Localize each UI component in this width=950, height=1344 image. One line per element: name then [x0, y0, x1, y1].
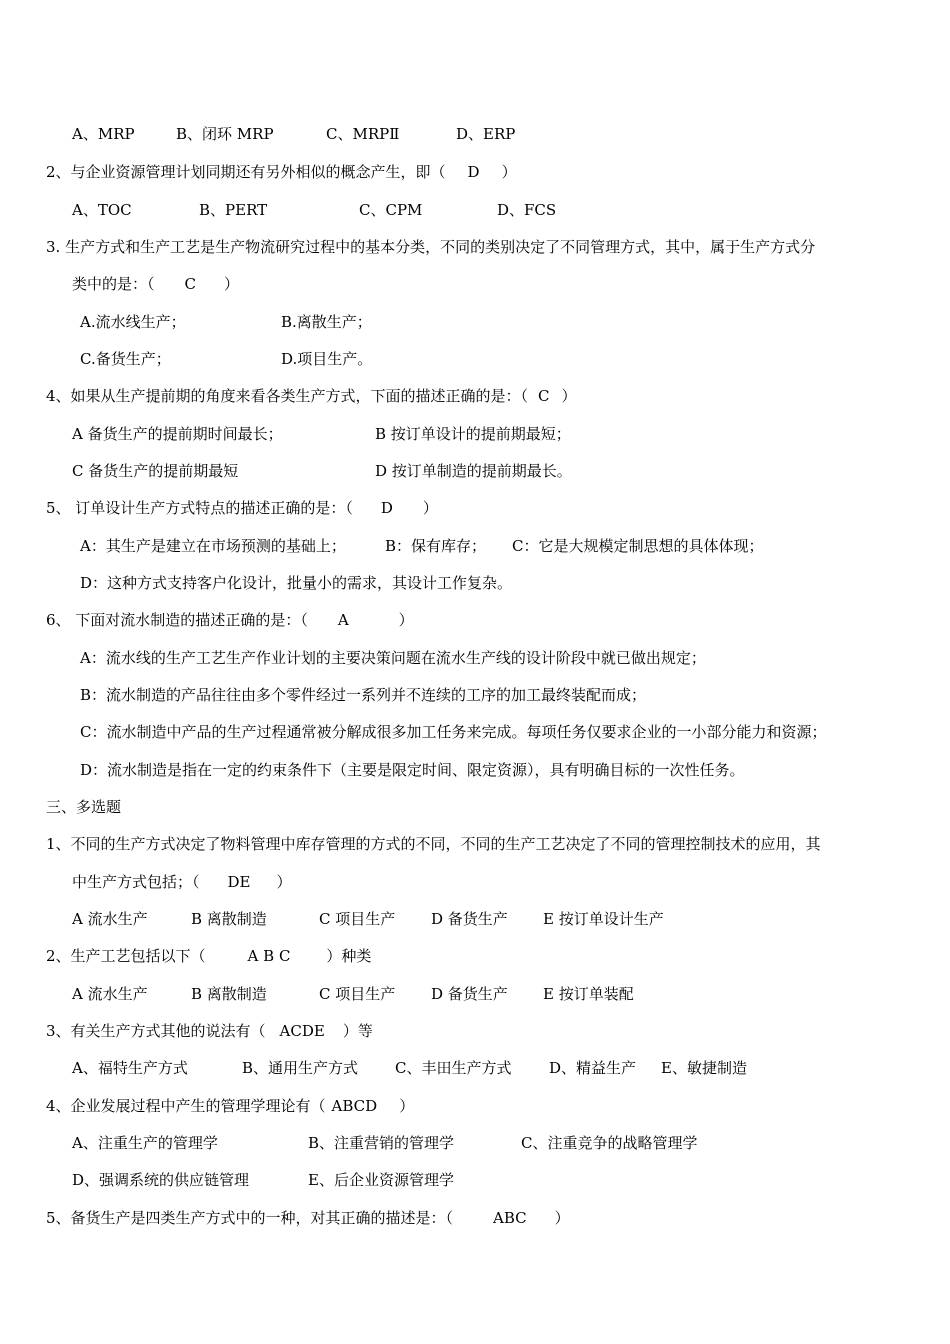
- question-end: ）: [422, 499, 438, 517]
- answer: D: [467, 163, 480, 181]
- question-end: ）等: [342, 1022, 373, 1040]
- answer: ABC: [493, 1209, 527, 1227]
- question-text: 3. 生产方式和生产工艺是生产物流研究过程中的基本分类，不同的类别决定了不同管理方式，其中，属于生产方式分: [46, 238, 816, 256]
- option: B 离散制造: [191, 910, 267, 928]
- question-text: D：这种方式支持客户化设计，批量小的需求，其设计工作复杂。: [80, 574, 513, 592]
- question-text: A：流水线的生产工艺生产作业计划的主要决策问题在流水生产线的设计阶段中就已做出规定；: [80, 649, 706, 667]
- question-line: [72, 274, 239, 294]
- option: B、通用生产方式: [242, 1059, 359, 1077]
- question-line: [46, 834, 821, 854]
- question-line: [46, 1208, 570, 1228]
- option: C 备货生产的提前期最短: [72, 462, 239, 480]
- question-line: [46, 1096, 414, 1116]
- option: B、闭环 MRP: [176, 125, 274, 143]
- question-text: 5、备货生产是四类生产方式中的一种，对其正确的描述是：（: [46, 1209, 454, 1227]
- option: D 按订单制造的提前期最长。: [375, 462, 572, 480]
- option: C 项目生产: [319, 985, 396, 1003]
- option: D、强调系统的供应链管理: [72, 1171, 250, 1189]
- option: B 按订单设计的提前期最短；: [375, 425, 571, 443]
- answer: A B C: [247, 947, 291, 965]
- question-end: ）: [398, 611, 414, 629]
- option: E 按订单设计生产: [543, 910, 664, 928]
- question-line: [80, 722, 826, 742]
- question-line: [46, 946, 371, 966]
- option: A 流水生产: [72, 985, 148, 1003]
- option: C：它是大规模定制思想的具体体现；: [512, 537, 764, 555]
- question-end: ）: [276, 873, 292, 891]
- option: A.流水线生产；: [80, 313, 186, 331]
- question-end: ）: [224, 275, 240, 293]
- question-line: [46, 1021, 373, 1041]
- question-text: 2、生产工艺包括以下（: [46, 947, 206, 965]
- option: B、PERT: [199, 201, 268, 219]
- answer: C: [184, 275, 196, 293]
- option: A、注重生产的管理学: [72, 1134, 218, 1152]
- section-heading: [46, 797, 121, 817]
- question-text: 6、 下面对流水制造的描述正确的是：（: [46, 611, 308, 629]
- answer: D: [380, 499, 393, 517]
- answer: A: [337, 611, 349, 629]
- question-text: 5、 订单设计生产方式特点的描述正确的是：（: [46, 499, 353, 517]
- question-end: ）: [554, 1209, 570, 1227]
- question-text: B：流水制造的产品往往由多个零件经过一系列并不连续的工序的加工最终装配而成；: [80, 686, 647, 704]
- option: C、CPM: [359, 201, 423, 219]
- question-line: [80, 648, 706, 668]
- question-end: ）: [399, 1097, 415, 1115]
- question-text: 1、不同的生产方式决定了物料管理中库存管理的方式的不同，不同的生产工艺决定了不同的管理控制技术的应用，其: [46, 835, 821, 853]
- option: B：保有库存；: [385, 537, 487, 555]
- option: D、FCS: [497, 201, 557, 219]
- option: C.备货生产；: [80, 350, 171, 368]
- question-line: [72, 872, 292, 892]
- option: A：其生产是建立在市场预测的基础上；: [80, 537, 346, 555]
- option: A 备货生产的提前期时间最长；: [72, 425, 283, 443]
- option: D 备货生产: [431, 985, 508, 1003]
- option: B、注重营销的管理学: [308, 1134, 455, 1152]
- option: E 按订单装配: [543, 985, 634, 1003]
- option: C、丰田生产方式: [395, 1059, 512, 1077]
- question-end: ）: [501, 163, 517, 181]
- option: C、MRPⅡ: [326, 125, 400, 143]
- question-line: [80, 685, 646, 705]
- question-text: 4、如果从生产提前期的角度来看各类生产方式，下面的描述正确的是：（: [46, 387, 529, 405]
- option: C、注重竞争的战略管理学: [521, 1134, 698, 1152]
- question-text: D：流水制造是指在一定的约束条件下（主要是限定时间、限定资源），具有明确目标的一次性任务。: [80, 761, 745, 779]
- question-line: [80, 573, 512, 593]
- question-text: 2、与企业资源管理计划同期还有另外相似的概念产生，即（: [46, 163, 446, 181]
- question-end: ）种类: [326, 947, 372, 965]
- question-text: 中生产方式包括；（: [72, 873, 200, 891]
- option: A、MRP: [72, 125, 135, 143]
- question-line: [80, 760, 745, 780]
- answer: ABCD: [331, 1097, 378, 1115]
- option: A 流水生产: [72, 910, 148, 928]
- question-text: 3、有关生产方式其他的说法有（: [46, 1022, 266, 1040]
- question-text: 4、企业发展过程中产生的管理学理论有（: [46, 1097, 326, 1115]
- option: D.项目生产。: [281, 350, 373, 368]
- answer: C: [538, 387, 550, 405]
- option: D、精益生产: [549, 1059, 637, 1077]
- section-title: 三、多选题: [46, 798, 122, 816]
- question-text: 类中的是：（: [72, 275, 155, 293]
- option: E、敏捷制造: [661, 1059, 747, 1077]
- question-line: [46, 386, 577, 406]
- option: D 备货生产: [431, 910, 508, 928]
- option: D、ERP: [456, 125, 516, 143]
- answer: DE: [227, 873, 251, 891]
- option: B 离散制造: [191, 985, 267, 1003]
- question-line: [46, 237, 815, 257]
- option: A、福特生产方式: [72, 1059, 188, 1077]
- question-text: C：流水制造中产品的生产过程通常被分解成很多加工任务来完成。每项任务仅要求企业的一小部分能力和资源；: [80, 723, 827, 741]
- option: E、后企业资源管理学: [308, 1171, 454, 1189]
- question-line: [46, 610, 414, 630]
- question-line: [46, 498, 438, 518]
- option: C 项目生产: [319, 910, 396, 928]
- option: A、TOC: [72, 201, 132, 219]
- answer: ACDE: [279, 1022, 325, 1040]
- question-end: ）: [561, 387, 577, 405]
- option: B.离散生产；: [281, 313, 372, 331]
- question-line: [46, 162, 517, 182]
